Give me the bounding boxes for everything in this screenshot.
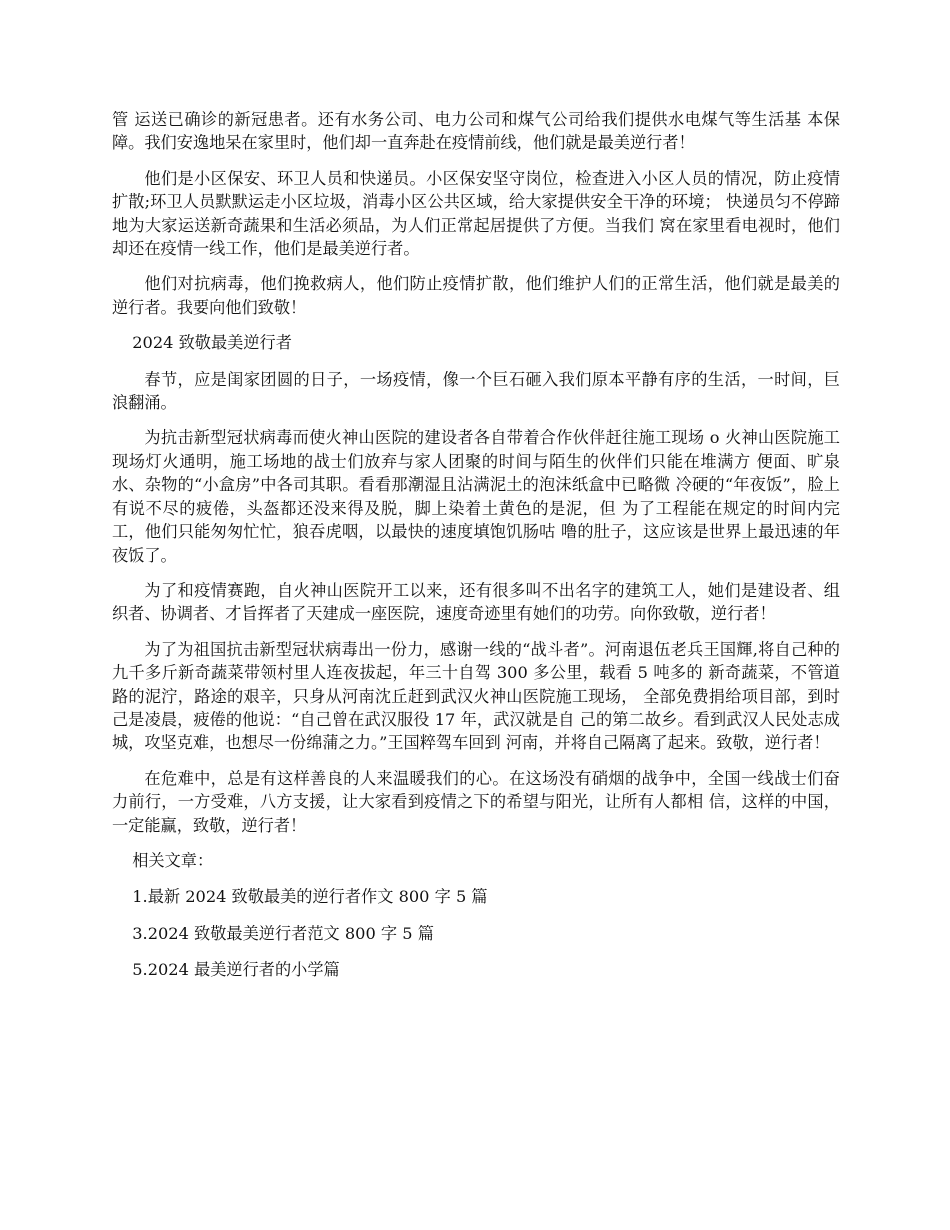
paragraph-tribute: 他们对抗病毒，他们挽救病人，他们防止疫情扩散，他们维护人们的正常生活，他们就是最美的逆行者。我要向他们致敬！ xyxy=(112,274,840,317)
paragraph-veteran-donation: 为了为祖国抗击新型冠状病毒出一份力，感谢一线的“战斗者”。河南退伍老兵王国輝,将自己种的九千多斤新奇蔬菜带领村里人连夜拔起，年三十自驾 300 多公里，载看 5 吨多的 新奇蔬菜，不管道路的泥泞，路途的艰辛，只身从河南沈丘赶到武汉火神山医院施工现场， 全部免费捐给项目部，到时己是凌晨，疲倦的他说：“自己曾在武汉服役 17 年，武汉就是自 己的第二故乡。看到武汉人民处志成城，攻坚克难，也想尽一份绵蒲之力。”王国粹驾车回到 河南，并将自己隔离了起来。致敬，逆行者！ xyxy=(112,639,840,753)
related-articles-heading: 相关文章： xyxy=(132,850,214,870)
paragraph-continuation: 管 运送已确诊的新冠患者。还有水务公司、电力公司和煤气公司给我们提供水电煤气等生活基 本保障。我们安逸地呆在家里时，他们却一直奔赴在疫情前线，他们就是最美逆行者！ xyxy=(112,110,840,153)
related-article-link[interactable]: 1.最新 2024 致敬最美的逆行者作文 800 字 5 篇 xyxy=(132,887,488,907)
related-article-link[interactable]: 3.2024 致敬最美逆行者范文 800 字 5 篇 xyxy=(132,923,434,943)
paragraph-huoshenshan-builders: 为抗击新型冠状病毒而使火神山医院的建设者各自带着合作伙伴赶往施工现场 o 火神山医院施工现场灯火通明，施工场地的战士们放弃与家人团聚的时间与陌生的伙伴们只能在堆满方 便面、旷泉水、杂物的“小盒房”中各司其职。看看那潮湿且沾满泥土的泡沫纸盒中已略微 冷硬的“年夜饭”，脸上有说不尽的疲倦，头盔都还没来得及脱，脚上染着土黄色的是泥，但 为了工程能在规定的时间内完工，他们只能匆匆忙忙，狼吞虎咽，以最快的速度填饱饥肠咕 噜的肚子，这应该是世界上最迅速的年夜饭了。 xyxy=(112,428,840,565)
paragraph-security-sanitation-delivery: 他们是小区保安、环卫人员和快递员。小区保安坚守岗位，检查进入小区人员的情况，防止疫情扩散;环卫人员默默运走小区垃圾，消毒小区公共区域，给大家提供安全干净的环境； 快递员匀不停蹄地为大家运送新奇蔬果和生活必须品，为人们正常起居提供了方便。当我们 窝在家里看电视时，他们却还在疫情一线工作，他们是最美逆行者。 xyxy=(112,168,840,259)
document-page xyxy=(112,108,840,995)
related-article-link[interactable]: 5.2024 最美逆行者的小学篇 xyxy=(132,960,340,980)
related-articles-list xyxy=(112,885,840,981)
paragraph-conclusion: 在危难中，总是有这样善良的人来温暖我们的心。在这场没有硝烟的战争中，全国一线战士们奋力前行，一方受难，八方支援，让大家看到疫情之下的希望与阳光，让所有人都相 信，这样的中国，一定能赢，致敬，逆行者！ xyxy=(112,768,840,835)
section-title: 2024 致敬最美逆行者 xyxy=(132,333,292,353)
paragraph-construction-workers: 为了和疫情赛跑，自火神山医院开工以来，还有很多叫不出名字的建筑工人，她们是建设者、组织者、协调者、才旨挥者了天建成一座医院，速度奇迹里有她们的功劳。向你致敬，逆行者！ xyxy=(112,580,840,624)
paragraph-spring-festival: 春节，应是闺家团圆的日子，一场疫情，像一个巨石砸入我们原本平静有序的生活，一时间，巨浪翻涌。 xyxy=(112,369,840,413)
